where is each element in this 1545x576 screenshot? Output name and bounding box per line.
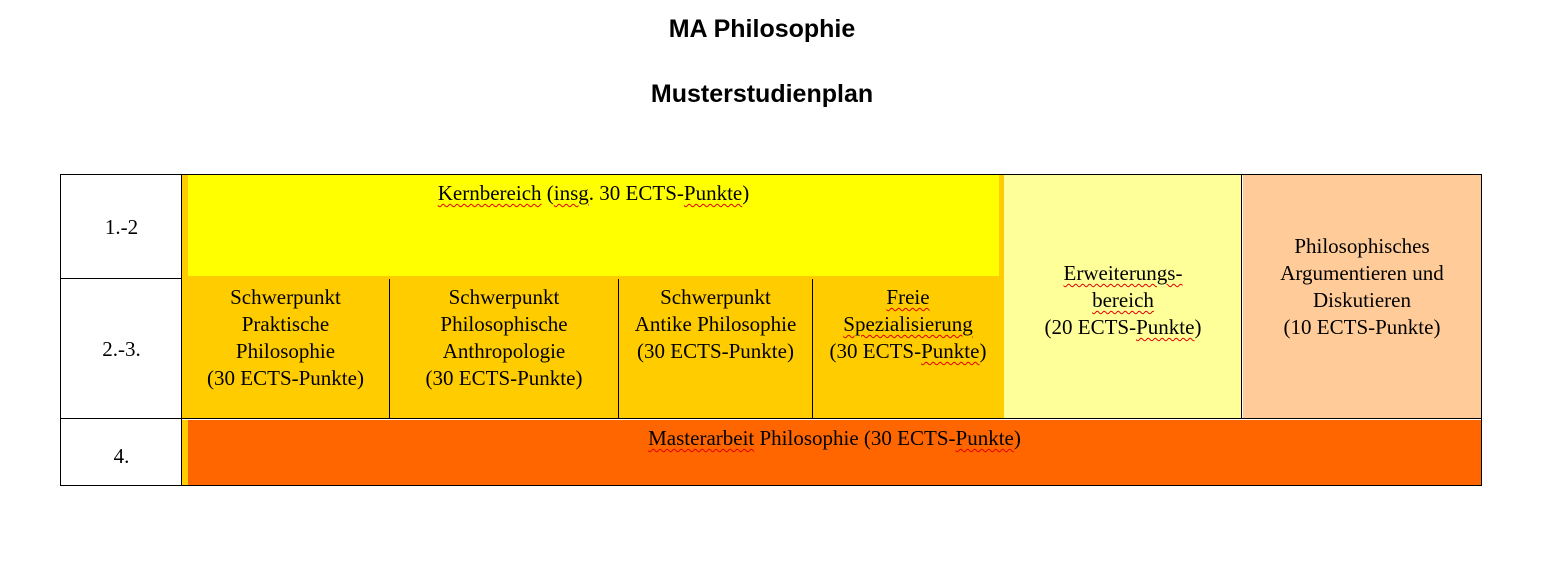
kernbereich-insg: insg	[553, 181, 589, 205]
semester-4: 4.	[61, 419, 182, 485]
sp-line: (30 ECTS-Punkte)	[425, 366, 583, 390]
semester-2-3: 2.-3.	[61, 279, 182, 419]
erw-line: (20 ECTS-	[1044, 315, 1137, 339]
sp-line: Spezialisierung	[843, 312, 973, 336]
sp-line: Anthropologie	[442, 339, 566, 363]
sp-line: Schwerpunkt	[230, 285, 341, 309]
page-subtitle: Musterstudienplan	[650, 80, 874, 108]
sp-line: (30 ECTS-Punkte)	[207, 366, 364, 390]
kernbereich-punkte: Punkte	[683, 181, 743, 205]
schwerpunkt-anthropologie	[390, 279, 618, 419]
arg-line: Argumentieren und	[1280, 261, 1444, 285]
grid-line	[61, 278, 182, 279]
schwerpunkt-praktische	[182, 279, 389, 419]
arg-line: (10 ECTS-Punkte)	[1283, 315, 1441, 339]
sp-line: Punkte	[921, 339, 980, 363]
grid-line	[389, 279, 390, 419]
sp-line: Philosophie	[235, 339, 336, 363]
sp-line: Philosophische	[440, 312, 568, 336]
grid-line	[1241, 175, 1242, 419]
sp-line: Freie	[886, 285, 930, 309]
grid-line	[618, 279, 619, 419]
kernbereich-close: )	[742, 181, 750, 205]
freie-spezialisierung	[813, 279, 1003, 419]
master-label: Masterarbeit	[648, 426, 755, 450]
sp-line: (30 ECTS-Punkte)	[637, 339, 794, 363]
kernbereich-label: Kernbereich	[437, 181, 542, 205]
grid-line	[812, 279, 813, 419]
sp-line: )	[979, 339, 987, 363]
arg-line: Philosophisches	[1294, 234, 1430, 258]
sp-line: Antike Philosophie	[634, 312, 797, 336]
grid-line	[61, 418, 1481, 419]
arg-line: Diskutieren	[1313, 288, 1411, 312]
master-label: Philosophie (30 ECTS-	[754, 426, 956, 450]
erw-line: Punkte	[1136, 315, 1195, 339]
kernbereich-paren: (	[541, 181, 554, 205]
argumentieren-block	[1243, 175, 1481, 419]
grid-line	[181, 175, 182, 485]
study-plan-table	[60, 174, 1482, 486]
sp-line: Praktische	[241, 312, 330, 336]
masterarbeit-block	[188, 420, 1481, 485]
semester-1-2: 1.-2	[61, 175, 182, 279]
erw-line: Erweiterungs-	[1063, 261, 1183, 285]
schwerpunkt-antike	[619, 279, 812, 419]
erweiterungsbereich-block	[1004, 175, 1242, 419]
master-label: )	[1013, 426, 1021, 450]
erw-line: )	[1194, 315, 1202, 339]
sp-line: (30 ECTS-	[829, 339, 922, 363]
sp-line: Schwerpunkt	[448, 285, 560, 309]
kernbereich-block	[188, 175, 999, 276]
page-title: MA Philosophie	[668, 15, 856, 43]
master-label: Punkte	[955, 426, 1014, 450]
erw-line: bereich	[1092, 288, 1154, 312]
kernbereich-ects: . 30 ECTS-	[588, 181, 684, 205]
sp-line: Schwerpunkt	[660, 285, 771, 309]
